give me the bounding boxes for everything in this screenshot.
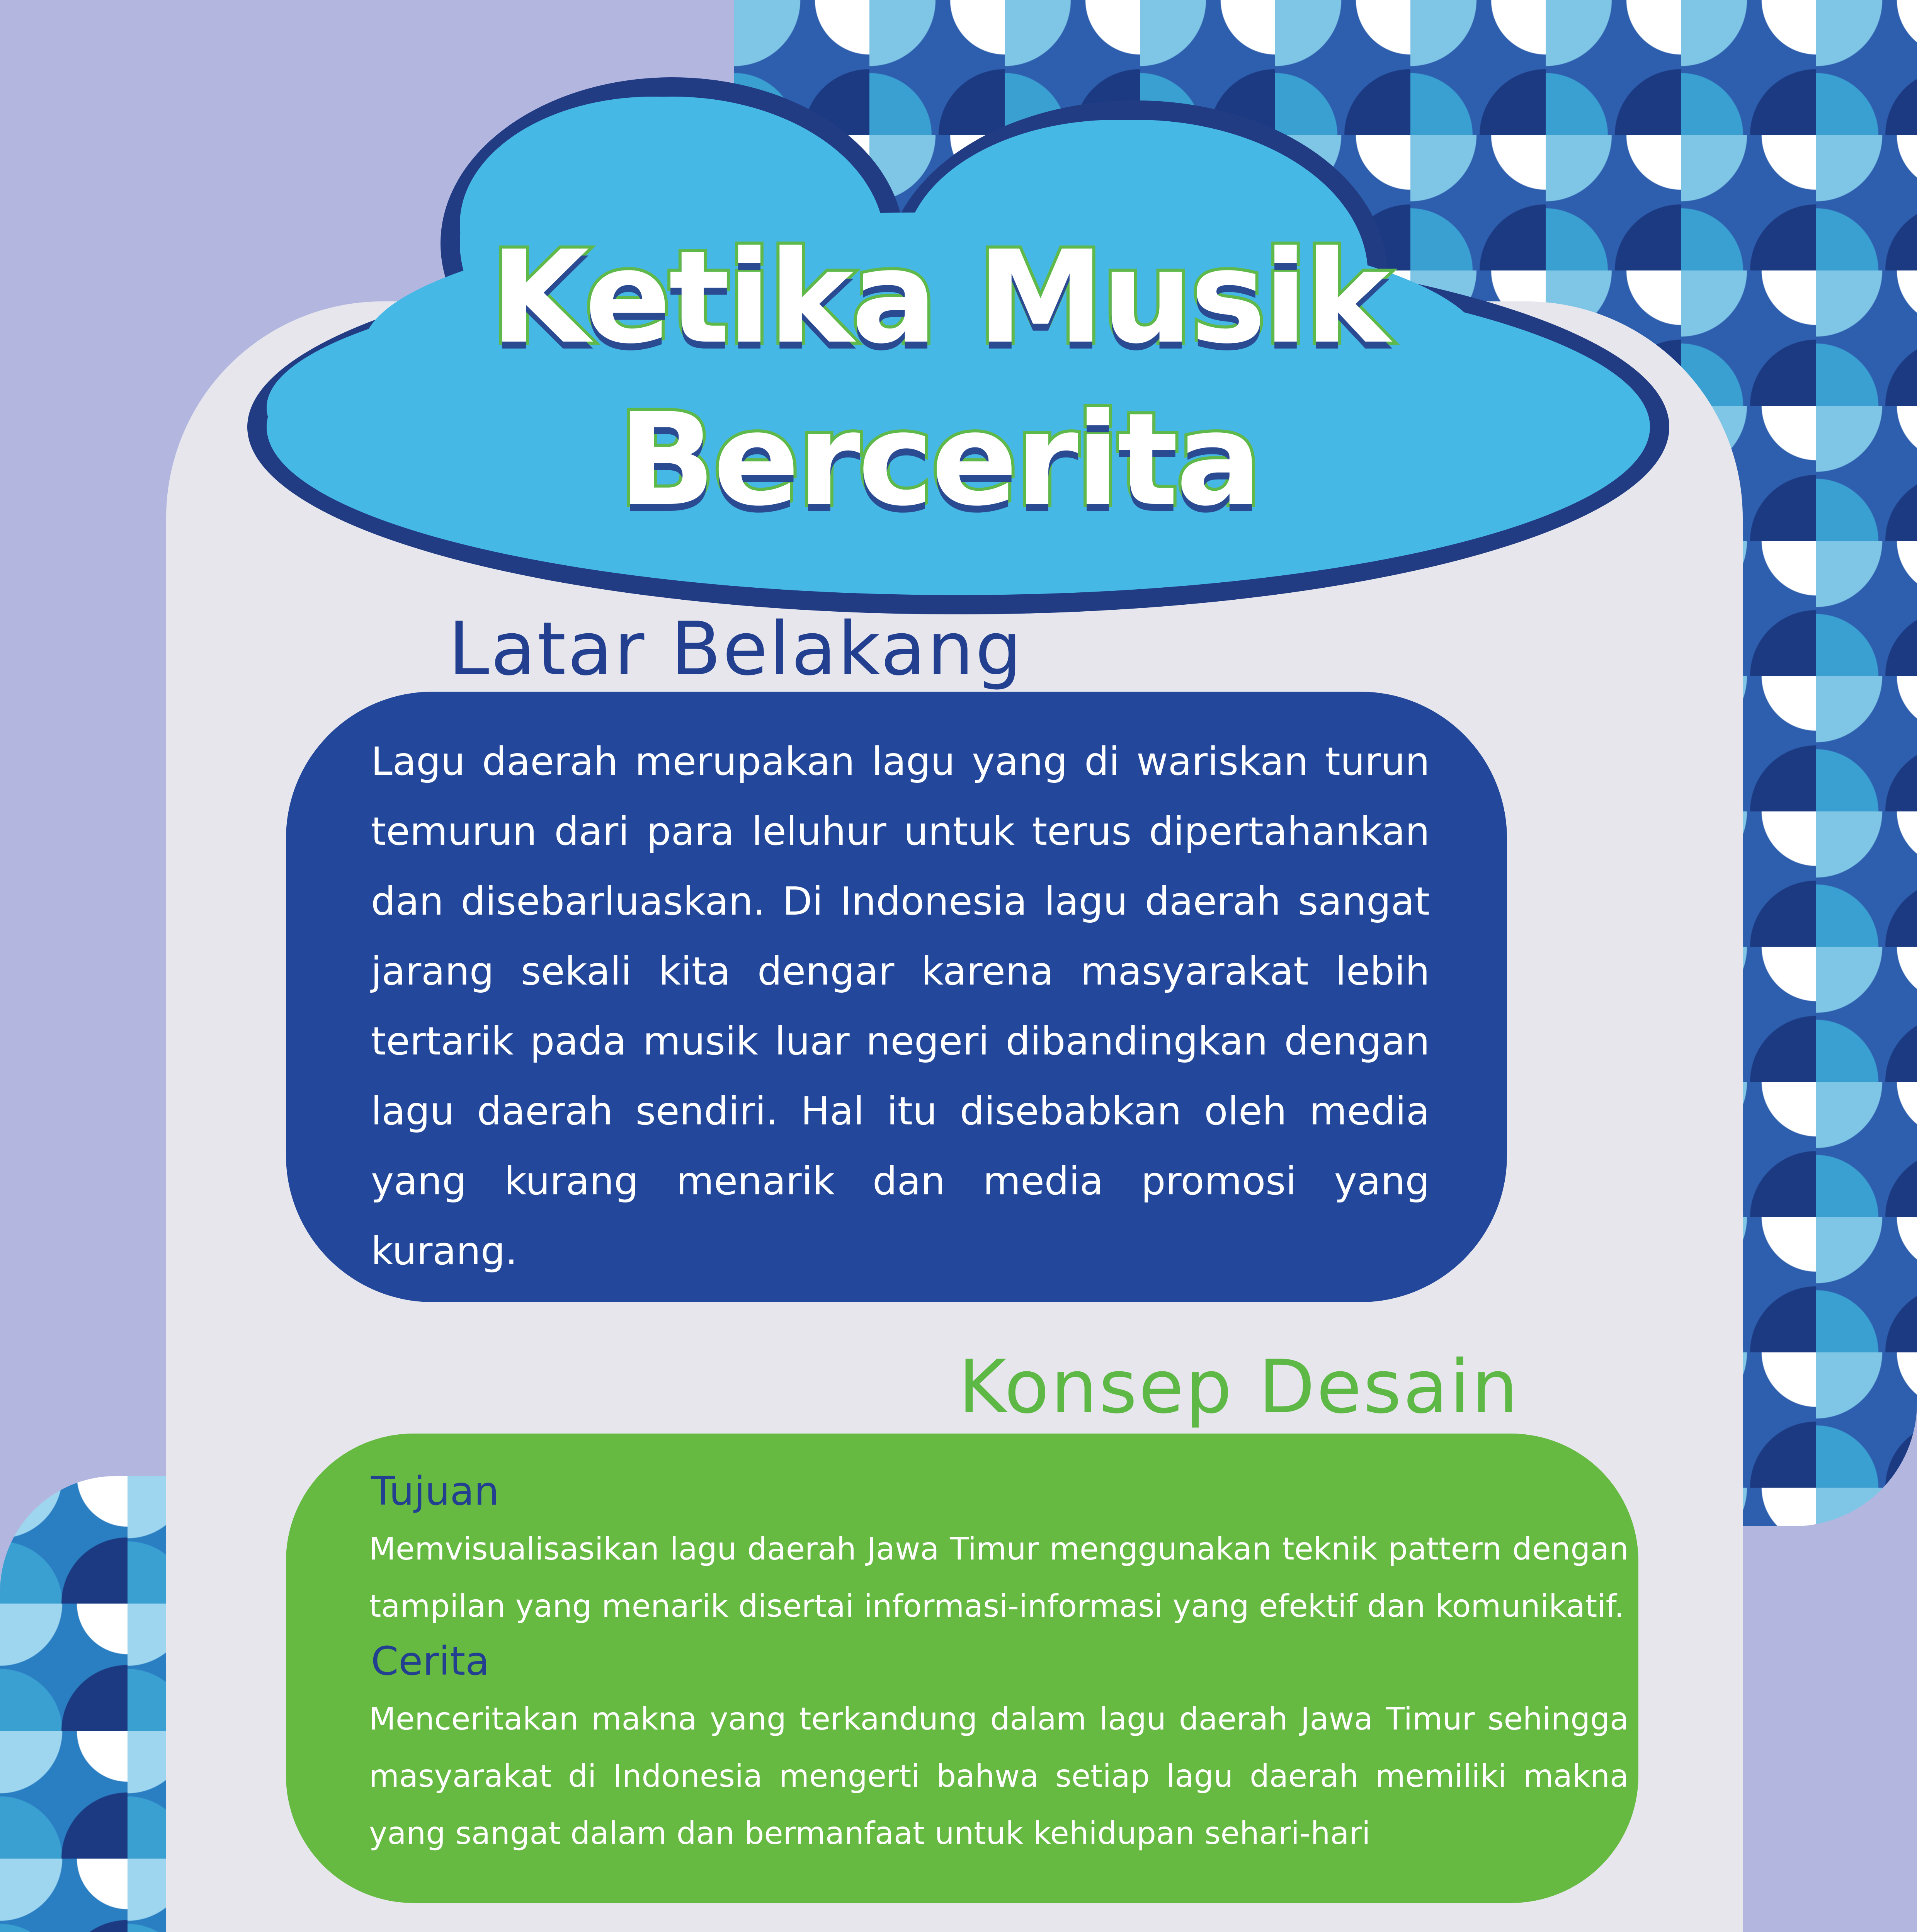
cerita-text: Menceritakan makna yang terkandung dalam lagu daerah Jawa Timur sehingga masyarakat di Indonesia mengerti bahwa setiap lagu daerah memiliki makna yang sangat dalam dan bermanfaat untuk kehidupan sehari-hari [369, 1701, 1629, 1851]
latar-belakang-text: Lagu daerah merupakan lagu yang di wariskan turun temurun dari para leluhur untuk terus dipertahankan dan disebarluaskan. Di Indonesia lagu daerah sangat jarang sekali kita dengar karena masyarakat lebih tertarik pada musik luar negeri dibandingkan dengan lagu daerah sendiri. Hal itu disebabkan oleh media yang kurang menarik dan media promosi yang kurang. [371, 739, 1430, 1274]
page-title: Ketika Musik Bercerita [490, 223, 1388, 534]
konsep-desain-heading: Konsep Desain [958, 1344, 1520, 1430]
tujuan-text: Memvisualisasikan lagu daerah Jawa Timur menggunakan teknik pattern dengan tampilan yang menarik disertai informasi-informasi yang efektif dan komunikatif. [369, 1531, 1629, 1624]
tujuan-label: Tujuan [371, 1468, 499, 1514]
cerita-label: Cerita [371, 1638, 490, 1684]
latar-belakang-heading: Latar Belakang [448, 606, 1024, 692]
